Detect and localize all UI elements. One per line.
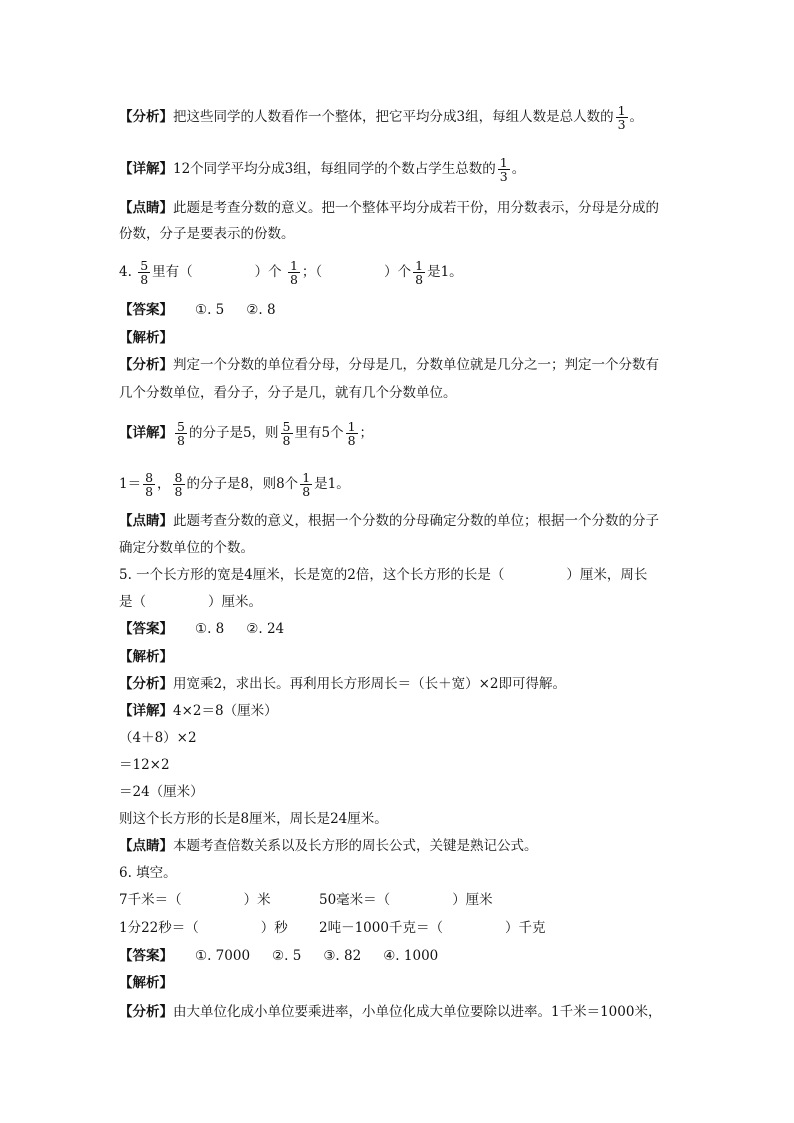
detail-line-4a xyxy=(119,420,373,447)
numerator: 1 xyxy=(289,258,298,273)
item-d xyxy=(319,920,545,936)
question-number: 4. xyxy=(119,264,132,280)
fraction xyxy=(138,259,150,286)
analysis-line-1 xyxy=(119,104,643,131)
tag-detail: 【详解】 xyxy=(119,425,173,441)
detail-line-4b xyxy=(119,471,350,498)
numerator: 8 xyxy=(145,470,154,485)
text: 由大单位化成小单位要乘进率，小单位化成大单位要除以进率。1千米＝1000米， xyxy=(173,1004,662,1020)
tag-analysis: 【分析】 xyxy=(119,109,173,125)
fraction xyxy=(498,156,510,183)
numerator: 8 xyxy=(174,470,183,485)
text: 7千米＝（ xyxy=(119,892,182,908)
tag-explanation: 【解析】 xyxy=(119,975,173,991)
tag-analysis: 【分析】 xyxy=(119,1004,173,1020)
answer-line-5 xyxy=(119,619,284,639)
fraction xyxy=(143,471,155,498)
calc-line-2: ＝12×2 xyxy=(119,757,170,773)
denominator: 8 xyxy=(174,484,183,499)
text: 50毫米＝（ xyxy=(319,892,391,908)
tag-detail: 【详解】 xyxy=(119,703,173,719)
text: 用宽乘2，求出长。再利用长方形周长＝（长＋宽）×2即可得解。 xyxy=(173,676,566,692)
answer-4: ④. 1000 xyxy=(383,948,439,964)
denominator: 8 xyxy=(282,433,291,448)
item-c xyxy=(119,918,319,938)
answer-line-6 xyxy=(119,946,438,966)
comment-line-5 xyxy=(119,836,538,856)
numerator: 5 xyxy=(140,258,149,273)
text: 此题是考查分数的意义。把一个整体平均分成若干份，用分数表示，分母是分成的 xyxy=(173,200,659,216)
text: 5. 一个长方形的宽是4厘米，长是宽的2倍，这个长方形的长是（ xyxy=(119,567,505,583)
text: 里有5个 xyxy=(294,425,344,441)
text: 1分22秒＝（ xyxy=(119,920,199,936)
tag-analysis: 【分析】 xyxy=(119,676,173,692)
text: ）厘米 xyxy=(452,892,493,908)
denominator: 8 xyxy=(415,272,424,287)
analysis-line-4b: 几个分数单位，看分子，分子是几，就有几个分数单位。 xyxy=(119,385,457,401)
text: 里有（ xyxy=(152,264,193,280)
denominator: 8 xyxy=(145,484,154,499)
comment-line-4b: 确定分数单位的个数。 xyxy=(119,540,254,556)
text: 。 xyxy=(629,109,644,125)
denominator: 3 xyxy=(617,117,626,132)
fraction xyxy=(413,259,425,286)
text: 判定一个分数的单位看分母，分母是几，分数单位就是几分之一；判定一个分数有 xyxy=(173,357,659,373)
fraction xyxy=(300,471,312,498)
text: 是1。 xyxy=(427,264,463,280)
text: ）厘米，周长 xyxy=(566,567,648,583)
answer-line-4 xyxy=(119,300,276,320)
fraction xyxy=(173,471,185,498)
tag-analysis: 【分析】 xyxy=(119,357,173,373)
denominator: 8 xyxy=(140,272,149,287)
numerator: 1 xyxy=(302,470,311,485)
fraction xyxy=(281,420,293,447)
calc-line-3: ＝24（厘米） xyxy=(119,784,204,800)
answer-1: ①. 7000 xyxy=(195,948,251,964)
question-6-row-1 xyxy=(119,890,493,910)
comment-line-4a xyxy=(119,511,659,531)
text: ）厘米。 xyxy=(208,594,262,610)
text: ；（ xyxy=(301,264,323,280)
text: 此题考查分数的意义，根据一个分数的分母确定分数的单位；根据一个分数的分子 xyxy=(173,513,659,529)
fraction xyxy=(175,420,187,447)
numerator: 1 xyxy=(415,258,424,273)
tag-comment: 【点睛】 xyxy=(119,200,173,216)
question-5-line-2 xyxy=(119,592,262,612)
text: 是1。 xyxy=(314,476,350,492)
fraction xyxy=(616,104,628,131)
text: 本题考查倍数关系以及长方形的周长公式，关键是熟记公式。 xyxy=(173,838,538,854)
answer-2: ②. 8 xyxy=(246,302,276,318)
text: 把这些同学的人数看作一个整体，把它平均分成3组，每组人数是总人数的 xyxy=(173,109,614,125)
text: 1＝ xyxy=(119,476,142,492)
numerator: 1 xyxy=(617,103,626,118)
denominator: 8 xyxy=(347,433,356,448)
comment-line-1 xyxy=(119,198,659,218)
text: ， xyxy=(157,476,171,492)
answer-3: ③. 82 xyxy=(323,948,362,964)
text: 2吨－1000千克＝（ xyxy=(319,920,443,936)
tag-explanation: 【解析】 xyxy=(119,649,173,665)
answer-1: ①. 8 xyxy=(195,621,225,637)
text: ）个 xyxy=(384,264,412,280)
fraction xyxy=(346,420,358,447)
fraction xyxy=(288,259,300,286)
numerator: 1 xyxy=(499,155,508,170)
text: ）秒 xyxy=(260,920,288,936)
denominator: 8 xyxy=(289,272,298,287)
text: ）千克 xyxy=(504,920,546,936)
numerator: 5 xyxy=(177,419,185,434)
question-4 xyxy=(119,259,463,286)
tag-explanation: 【解析】 xyxy=(119,330,173,346)
denominator: 3 xyxy=(499,169,508,184)
analysis-line-4a xyxy=(119,355,659,375)
tag-comment: 【点睛】 xyxy=(119,838,173,854)
tag-answer: 【答案】 xyxy=(119,621,173,637)
numerator: 1 xyxy=(347,419,356,434)
tag-answer: 【答案】 xyxy=(119,948,173,964)
calc-line-4: 则这个长方形的长是8厘米，周长是24厘米。 xyxy=(119,811,388,827)
comment-line-2: 份数，分子是要表示的份数。 xyxy=(119,226,295,242)
text: 4×2＝8（厘米） xyxy=(173,703,278,719)
detail-line-1 xyxy=(119,156,525,183)
item-b xyxy=(319,892,493,908)
tag-detail: 【详解】 xyxy=(119,161,173,177)
answer-2: ②. 5 xyxy=(272,948,302,964)
question-5-line-1 xyxy=(119,565,647,585)
tag-answer: 【答案】 xyxy=(119,302,173,318)
analysis-line-6 xyxy=(119,1002,661,1022)
numerator: 5 xyxy=(282,419,291,434)
text: 的分子是5，则 xyxy=(188,425,279,441)
detail-line-5 xyxy=(119,701,278,721)
question-6: 6. 填空。 xyxy=(119,865,177,881)
answer-2: ②. 24 xyxy=(246,621,285,637)
text: 。 xyxy=(511,161,526,177)
calc-line-1: （4＋8）×2 xyxy=(119,730,197,746)
text: 12个同学平均分成3组，每组同学的个数占学生总数的 xyxy=(173,161,496,177)
text: 是（ xyxy=(119,594,146,610)
denominator: 8 xyxy=(177,433,185,448)
text: 的分子是8，则8个 xyxy=(186,476,299,492)
denominator: 8 xyxy=(302,484,311,499)
text: ； xyxy=(359,425,374,441)
item-a xyxy=(119,890,319,910)
question-6-row-2 xyxy=(119,918,545,938)
text: ）米 xyxy=(243,892,271,908)
analysis-line-5 xyxy=(119,674,566,694)
tag-comment: 【点睛】 xyxy=(119,513,173,529)
answer-1: ①. 5 xyxy=(195,302,225,318)
text: ）个 xyxy=(254,264,282,280)
